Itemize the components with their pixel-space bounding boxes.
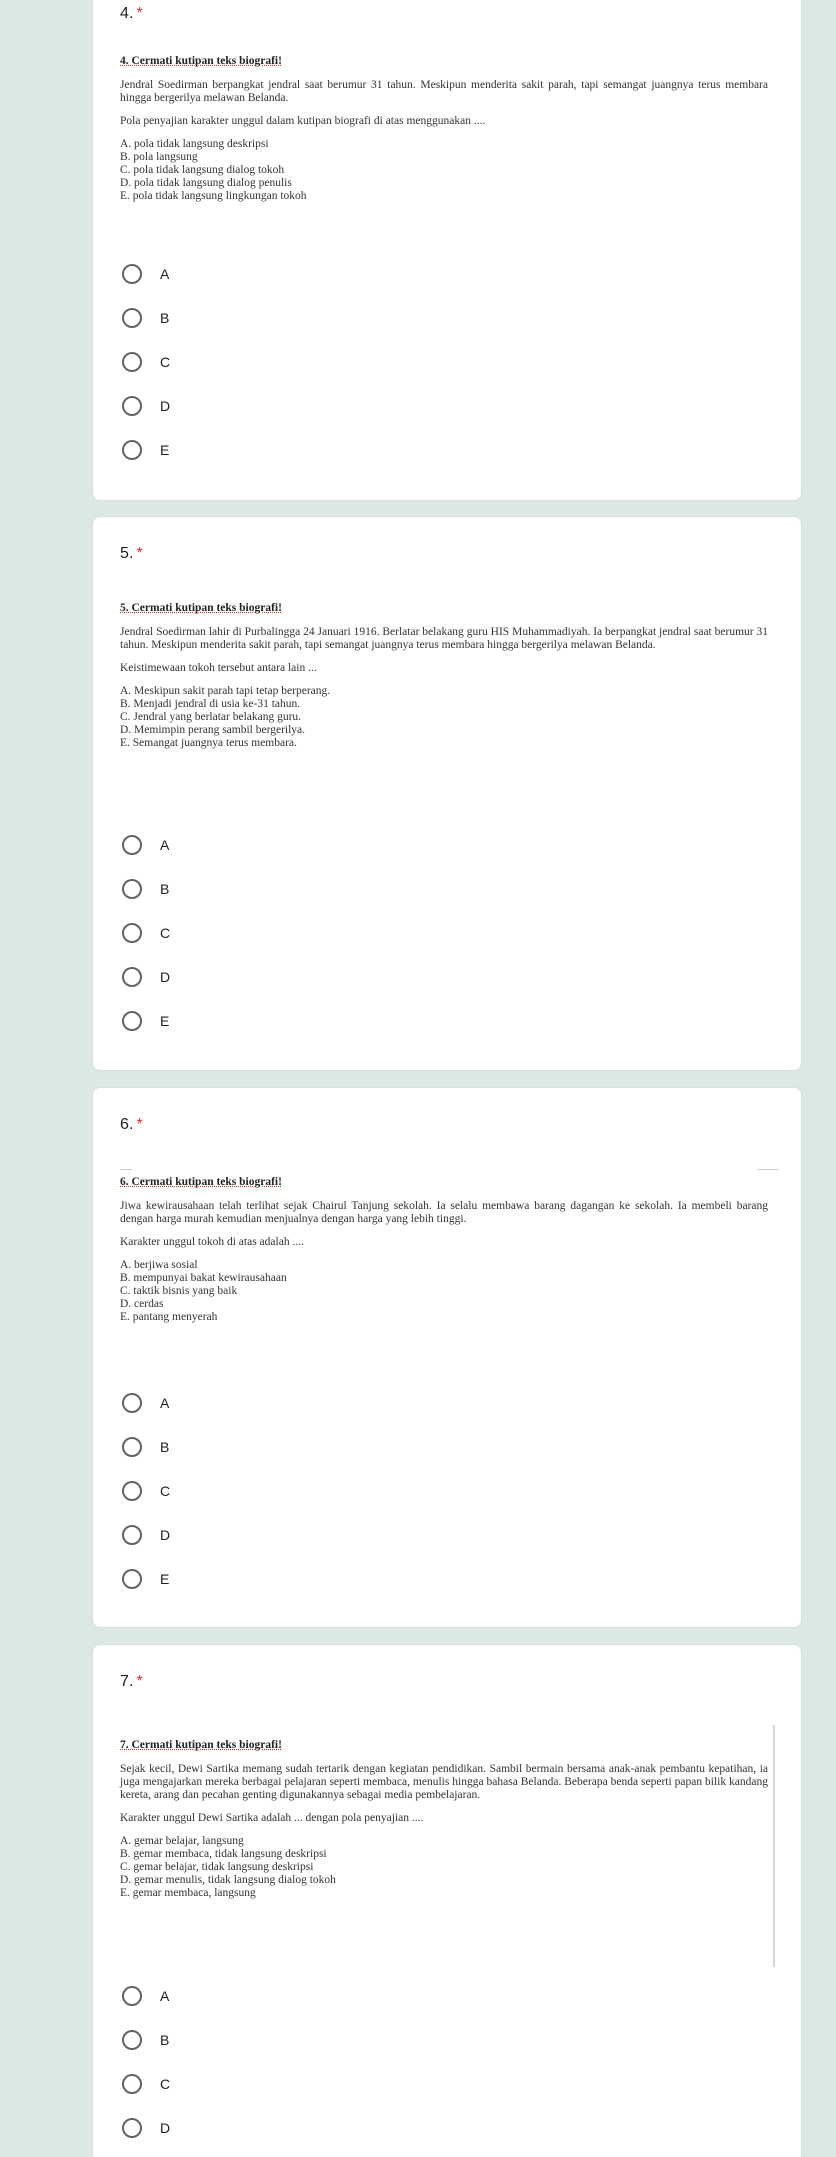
question-prompt: Pola penyajian karakter unggul dalam kutipan biografi di atas menggunakan ....	[120, 115, 486, 127]
radio-label: D	[160, 398, 171, 414]
radio-circle-icon[interactable]	[122, 396, 142, 416]
passage-heading: 6. Cermati kutipan teks biografi!	[120, 1176, 282, 1188]
radio-label: B	[160, 2032, 170, 2048]
option-text: C. pola tidak langsung dialog tokoh	[120, 164, 285, 176]
radio-circle-icon[interactable]	[122, 2030, 142, 2050]
required-asterisk: *	[136, 5, 143, 22]
radio-option-e[interactable]	[120, 1564, 169, 1594]
radio-circle-icon[interactable]	[122, 1393, 142, 1413]
question-prompt: Karakter unggul tokoh di atas adalah ....	[120, 1236, 304, 1248]
passage-text: Sejak kecil, Dewi Sartika memang sudah tertarik dengan kegiatan pendidikan. Sambil bermain bersama anak-anak pembantu kepatihan, ia juga mengajarkan mereka berbagai pelajaran seperti membaca, menulis hingga bahasa Belanda. Beberapa benda seperti papan bilik kandang kereta, arang dan pecahan genting digunakannya sebagai media pembelajaran.	[120, 1763, 768, 1801]
radio-option-b[interactable]	[120, 1432, 169, 1462]
radio-option-c[interactable]	[120, 2069, 170, 2099]
option-text: C. gemar belajar, tidak langsung deskripsi	[120, 1861, 314, 1873]
passage-text: Jendral Soedirman berpangkat jendral saat berumur 31 tahun. Meskipun menderita sakit parah, tapi semangat juangnya terus membara hingga bergerilya melawan Belanda.	[120, 79, 768, 104]
radio-circle-icon[interactable]	[122, 923, 142, 943]
option-text: D. gemar menulis, tidak langsung dialog tokoh	[120, 1874, 336, 1886]
question-prompt: Karakter unggul Dewi Sartika adalah ... dengan pola penyajian ....	[120, 1812, 424, 1824]
option-list	[120, 138, 768, 203]
option-list	[120, 1835, 768, 1900]
radio-option-b[interactable]	[120, 303, 169, 333]
option-text: A. pola tidak langsung deskripsi	[120, 138, 269, 150]
question-image	[120, 55, 768, 203]
question-number: 5.	[120, 545, 134, 562]
question-image	[120, 1176, 768, 1324]
radio-option-d[interactable]	[120, 962, 170, 992]
radio-label: C	[160, 925, 171, 941]
radio-label: C	[160, 354, 171, 370]
option-text: E. gemar membaca, langsung	[120, 1887, 256, 1899]
question-card-6	[92, 1087, 802, 1628]
question-image	[120, 1739, 768, 1900]
question-number: 4.	[120, 5, 134, 22]
radio-circle-icon[interactable]	[122, 440, 142, 460]
radio-circle-icon[interactable]	[122, 352, 142, 372]
option-text: A. Meskipun sakit parah tapi tetap berperang.	[120, 685, 331, 697]
radio-option-b[interactable]	[120, 874, 169, 904]
option-text: B. Menjadi jendral di usia ke-31 tahun.	[120, 698, 301, 710]
option-text: E. Semangat juangnya terus membara.	[120, 737, 297, 749]
question-card-7	[92, 1644, 802, 2157]
image-edge-line	[773, 1725, 775, 1967]
radio-circle-icon[interactable]	[122, 308, 142, 328]
option-list	[120, 685, 768, 750]
radio-label: A	[160, 1988, 170, 2004]
radio-label: A	[160, 837, 170, 853]
passage-heading: 7. Cermati kutipan teks biografi!	[120, 1739, 282, 1751]
radio-label: C	[160, 2076, 171, 2092]
radio-circle-icon[interactable]	[122, 967, 142, 987]
passage-text: Jendral Soedirman lahir di Purbalingga 24 Januari 1916. Berlatar belakang guru HIS Muhammadiyah. Ia berpangkat jendral saat berumur 31 tahun. Meskipun menderita sakit parah, tapi semangat juangnya terus membara hingga bergerilya melawan Belanda.	[120, 626, 768, 651]
option-text: C. Jendral yang berlatar belakang guru.	[120, 711, 302, 723]
option-text: B. gemar membaca, tidak langsung deskripsi	[120, 1848, 327, 1860]
radio-label: B	[160, 310, 170, 326]
radio-circle-icon[interactable]	[122, 1011, 142, 1031]
radio-circle-icon[interactable]	[122, 1525, 142, 1545]
question-number: 7.	[120, 1673, 134, 1690]
option-text: D. cerdas	[120, 1298, 164, 1310]
option-text: B. pola langsung	[120, 151, 198, 163]
question-number: 6.	[120, 1116, 134, 1133]
radio-circle-icon[interactable]	[122, 264, 142, 284]
option-text: D. Memimpin perang sambil bergerilya.	[120, 724, 306, 736]
required-asterisk: *	[136, 1673, 143, 1690]
radio-option-c[interactable]	[120, 918, 170, 948]
radio-circle-icon[interactable]	[122, 835, 142, 855]
question-title	[120, 545, 143, 563]
question-prompt: Keistimewaan tokoh tersebut antara lain ...	[120, 662, 317, 674]
radio-option-e[interactable]	[120, 435, 169, 465]
radio-circle-icon[interactable]	[122, 1569, 142, 1589]
radio-option-a[interactable]	[120, 259, 169, 289]
radio-circle-icon[interactable]	[122, 879, 142, 899]
option-text: E. pantang menyerah	[120, 1311, 218, 1323]
option-text: B. mempunyai bakat kewirausahaan	[120, 1272, 287, 1284]
radio-circle-icon[interactable]	[122, 1437, 142, 1457]
radio-option-a[interactable]	[120, 1388, 169, 1418]
radio-label: E	[160, 1571, 170, 1587]
radio-circle-icon[interactable]	[122, 1481, 142, 1501]
option-text: D. pola tidak langsung dialog penulis	[120, 177, 292, 189]
passage-heading: 4. Cermati kutipan teks biografi!	[120, 55, 282, 67]
option-text: A. berjiwa sosial	[120, 1259, 198, 1271]
radio-circle-icon[interactable]	[122, 1986, 142, 2006]
required-asterisk: *	[136, 1116, 143, 1133]
radio-circle-icon[interactable]	[122, 2118, 142, 2138]
question-image	[120, 602, 768, 750]
option-list	[120, 1259, 768, 1324]
required-asterisk: *	[136, 545, 143, 562]
radio-option-c[interactable]	[120, 347, 170, 377]
radio-option-d[interactable]	[120, 1520, 170, 1550]
radio-label: A	[160, 266, 170, 282]
radio-label: C	[160, 1483, 171, 1499]
radio-option-a[interactable]	[120, 830, 169, 860]
radio-label: D	[160, 2120, 171, 2136]
radio-label: B	[160, 881, 170, 897]
radio-label: B	[160, 1439, 170, 1455]
radio-option-e[interactable]	[120, 1006, 169, 1036]
radio-label: E	[160, 442, 170, 458]
radio-option-c[interactable]	[120, 1476, 170, 1506]
option-text: A. gemar belajar, langsung	[120, 1835, 244, 1847]
question-card-5	[92, 516, 802, 1071]
passage-text: Jiwa kewirausahaan telah terlihat sejak Chairul Tanjung sekolah. Ia selalu membawa barang dagangan ke sekolah. Ia membeli barang dengan harga murah kemudian menjualnya dengan harga yang lebih tinggi.	[120, 1200, 768, 1225]
radio-label: A	[160, 1395, 170, 1411]
radio-option-b[interactable]	[120, 2025, 169, 2055]
radio-circle-icon[interactable]	[122, 2074, 142, 2094]
question-title	[120, 5, 143, 23]
radio-label: D	[160, 969, 171, 985]
image-corner-mark	[758, 1169, 778, 1170]
question-card-4	[92, 0, 802, 501]
question-title	[120, 1673, 143, 1691]
radio-option-d[interactable]	[120, 2113, 170, 2143]
radio-option-a[interactable]	[120, 1981, 169, 2011]
radio-label: D	[160, 1527, 171, 1543]
option-text: E. pola tidak langsung lingkungan tokoh	[120, 190, 307, 202]
radio-label: E	[160, 1013, 170, 1029]
image-corner-mark	[120, 1169, 132, 1170]
option-text: C. taktik bisnis yang baik	[120, 1285, 238, 1297]
radio-option-d[interactable]	[120, 391, 170, 421]
passage-heading: 5. Cermati kutipan teks biografi!	[120, 602, 282, 614]
question-title	[120, 1116, 143, 1134]
